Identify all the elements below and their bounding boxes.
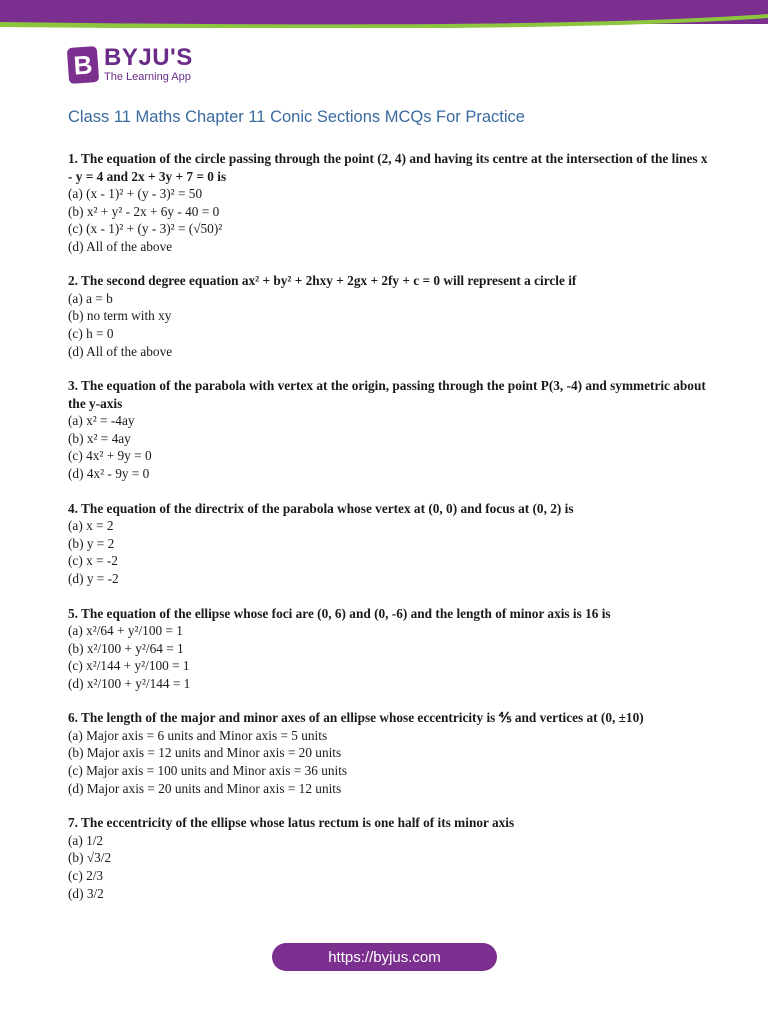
option-c: (c) (x - 1)² + (y - 3)² = (√50)² xyxy=(68,221,223,237)
header-banner xyxy=(0,0,768,28)
question-text: 2. The second degree equation ax² + by² + 2hxy + 2gx + 2fy + c = 0 will represent a circle if xyxy=(68,273,577,289)
option-b: (b) x²/100 + y²/64 = 1 xyxy=(68,640,184,656)
option-d: (d) All of the above xyxy=(68,343,173,359)
option-a: (a) x²/64 + y²/100 = 1 xyxy=(68,623,183,638)
option-b: (b) √3/2 xyxy=(68,850,112,866)
logo-wordmark xyxy=(104,46,193,84)
option-a: (a) Major axis = 6 units and Minor axis = 5 units xyxy=(68,727,328,743)
logo-name: BYJU'S xyxy=(104,44,193,71)
option-c: (c) 4x² + 9y = 0 xyxy=(68,448,152,464)
footer-url-link[interactable] xyxy=(272,943,497,971)
question-text: 3. The equation of the parabola with vertex at the origin, passing through the point P(3, -4) and symmetric about the y-axis xyxy=(68,378,706,411)
byjus-logo xyxy=(68,46,193,84)
option-a: (a) 1/2 xyxy=(68,832,104,848)
question-text: 7. The eccentricity of the ellipse whose latus rectum is one half of its minor axis xyxy=(68,815,515,831)
question-text: 4. The equation of the directrix of the parabola whose vertex at (0, 0) and focus at (0, 2) is xyxy=(68,500,574,516)
question-7 xyxy=(68,814,708,902)
question-1 xyxy=(68,150,708,255)
option-c: (c) 2/3 xyxy=(68,867,104,883)
logo-tagline: The Learning App xyxy=(104,71,191,83)
question-2 xyxy=(68,272,708,360)
option-a: (a) x = 2 xyxy=(68,518,114,534)
question-text: 5. The equation of the ellipse whose foci are (0, 6) and (0, -6) and the length of minor axis is 16 is xyxy=(68,605,611,621)
question-3 xyxy=(68,377,708,482)
question-6 xyxy=(68,709,708,797)
question-5 xyxy=(68,605,708,693)
option-a: (a) (x - 1)² + (y - 3)² = 50 xyxy=(68,186,203,201)
option-b: (b) no term with xy xyxy=(68,308,172,324)
option-d: (d) x²/100 + y²/144 = 1 xyxy=(68,675,191,691)
question-4 xyxy=(68,500,708,588)
option-c: (c) x = -2 xyxy=(68,553,118,569)
option-d: (d) y = -2 xyxy=(68,570,119,586)
question-text: 6. The length of the major and minor axes of an ellipse whose eccentricity is ⅘ and vertices at (0, ±10) xyxy=(68,710,644,726)
option-b: (b) y = 2 xyxy=(68,535,115,551)
option-c: (c) h = 0 xyxy=(68,326,114,342)
option-c: (c) Major axis = 100 units and Minor axis = 36 units xyxy=(68,763,348,779)
option-a: (a) a = b xyxy=(68,290,113,306)
footer-url-text: https://byjus.com xyxy=(328,948,441,966)
question-text: 1. The equation of the circle passing through the point (2, 4) and having its centre at the intersection of the lines x - y = 4 and 2x + 3y + 7 = 0 is xyxy=(68,151,708,184)
option-d: (d) 4x² - 9y = 0 xyxy=(68,466,150,482)
option-b: (b) x² + y² - 2x + 6y - 40 = 0 xyxy=(68,203,220,219)
option-a: (a) x² = -4ay xyxy=(68,413,135,429)
option-b: (b) x² = 4ay xyxy=(68,430,131,446)
logo-badge-letter: B xyxy=(72,49,94,81)
option-c: (c) x²/144 + y²/100 = 1 xyxy=(68,658,190,674)
logo-badge-icon xyxy=(67,46,99,84)
document-title: Class 11 Maths Chapter 11 Conic Sections MCQs For Practice xyxy=(68,108,525,126)
option-d: (d) All of the above xyxy=(68,238,173,254)
question-list xyxy=(68,150,708,919)
option-d: (d) Major axis = 20 units and Minor axis = 12 units xyxy=(68,780,342,796)
option-b: (b) Major axis = 12 units and Minor axis = 20 units xyxy=(68,745,342,761)
option-d: (d) 3/2 xyxy=(68,885,104,901)
